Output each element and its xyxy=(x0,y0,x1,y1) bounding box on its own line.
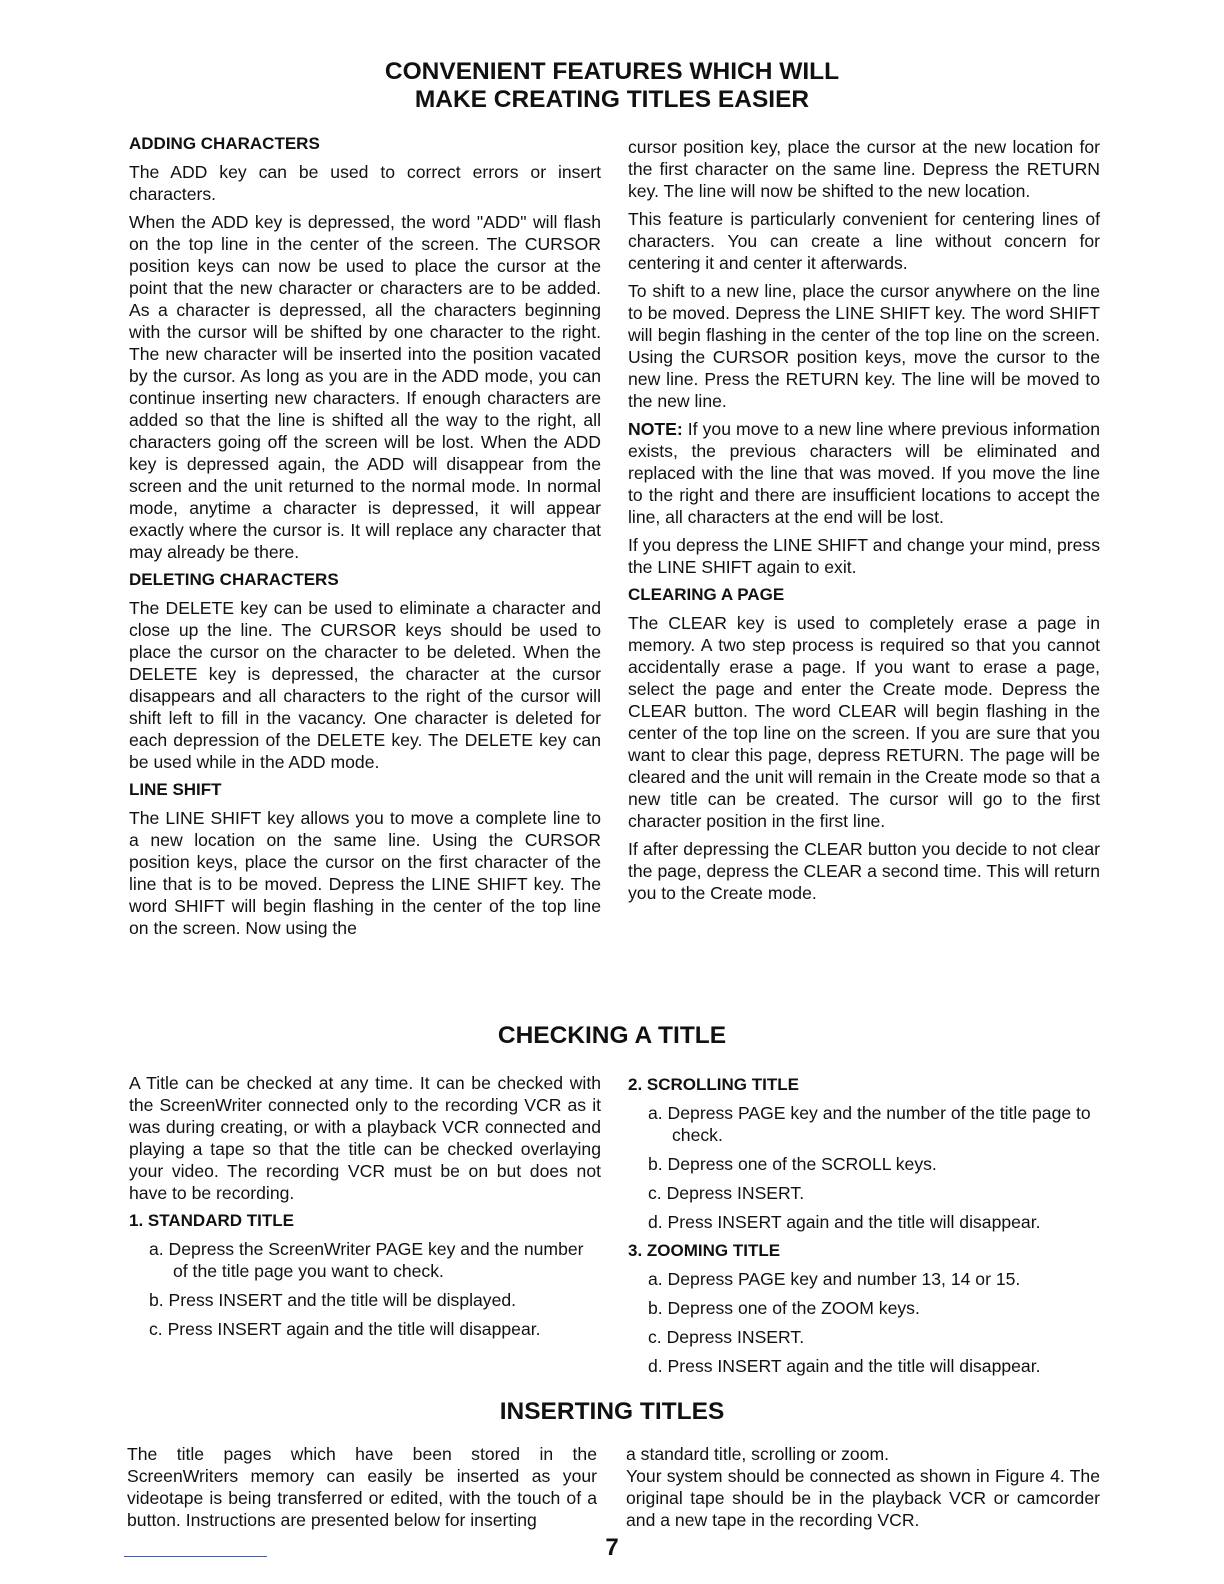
scrolling-title-steps xyxy=(628,1102,1100,1233)
features-title xyxy=(0,58,1224,114)
inserting-paragraph-right-1: a standard title, scrolling or zoom. xyxy=(626,1444,890,1464)
checking-left-column xyxy=(129,1072,601,1347)
list-item: b. Depress one of the SCROLL keys. xyxy=(648,1154,937,1174)
page-number: 7 xyxy=(605,1534,619,1561)
checking-title-heading: CHECKING A TITLE xyxy=(497,1022,727,1049)
note-paragraph xyxy=(628,418,1100,528)
line-shift-heading: LINE SHIFT xyxy=(129,780,222,799)
scrolling-title-heading: 2. SCROLLING TITLE xyxy=(628,1075,799,1094)
note-text: If you move to a new line where previous information exists, the previous characters will be eliminated and replaced with the line that was moved. If you move the line to the right and there are insufficient locations to accept the line, all characters at the end will be lost. xyxy=(628,419,1100,527)
features-right-column xyxy=(628,136,1100,910)
checking-intro: A Title can be checked at any time. It can be checked with the ScreenWriter connected only to the recording VCR as it was during creating, or with a playback VCR connected and playing a tape so that the title can be checked overlaying your video. The recording VCR must be on but does not have to be recording. xyxy=(129,1073,601,1203)
list-item: c. Press INSERT again and the title will disappear. xyxy=(149,1319,541,1339)
list-item: c. Depress INSERT. xyxy=(648,1327,805,1347)
clearing-page-heading: CLEARING A PAGE xyxy=(628,585,785,604)
clearing-paragraph-1: The CLEAR key is used to completely erase a page in memory. A two step process is required so that you cannot accidentally erase a page. If you want to erase a page, select the page and enter the Create mode. Depress the CLEAR button. The word CLEAR will begin flashing in the center of the top line on the screen. If you are sure that you want to clear this page, depress RETURN. The page will be cleared and the unit will remain in the Create mode so that a new title can be created. The cursor will go to the first character position in the first line. xyxy=(628,613,1100,831)
inserting-right-column xyxy=(626,1443,1100,1537)
list-item: a. Depress PAGE key and number 13, 14 or 15. xyxy=(648,1269,1021,1289)
adding-characters-heading: ADDING CHARACTERS xyxy=(129,134,320,153)
footer-rule xyxy=(124,1556,267,1557)
note-label: NOTE: xyxy=(628,419,683,439)
list-item: a. Depress the ScreenWriter PAGE key and the number of the title page you want to check. xyxy=(149,1239,584,1281)
list-item: d. Press INSERT again and the title will disappear. xyxy=(648,1356,1041,1376)
features-left-column xyxy=(129,129,601,945)
features-title-line2: MAKE CREATING TITLES EASIER xyxy=(414,86,810,113)
zooming-title-heading: 3. ZOOMING TITLE xyxy=(628,1241,781,1260)
deleting-characters-heading: DELETING CHARACTERS xyxy=(129,570,339,589)
inserting-titles-heading: INSERTING TITLES xyxy=(499,1398,725,1425)
line-shift-continued-3: To shift to a new line, place the cursor anywhere on the line to be moved. Depress the LINE SHIFT key. The word SHIFT will begin flashing in the center of the top line on the screen. Using the CURSOR position keys, move the cursor to the new line. Press the RETURN key. The line will be moved to the new line. xyxy=(628,281,1100,411)
features-title-line1: CONVENIENT FEATURES WHICH WILL xyxy=(384,58,840,85)
checking-right-column xyxy=(628,1070,1100,1384)
line-shift-continued-4: If you depress the LINE SHIFT and change your mind, press the LINE SHIFT again to exit. xyxy=(628,535,1100,577)
adding-paragraph-2: When the ADD key is depressed, the word "ADD" will flash on the top line in the center of the screen. The CURSOR position keys can now be used to place the cursor at the point that the new character or characters are to be added. As a character is depressed, all the characters beginning with the cursor will be shifted by one character to the right. The new character will be inserted into the position vacated by the cursor. As long as you are in the ADD mode, you can continue inserting new characters. If enough characters are added so that the line is shifted all the way to the right, all characters going off the screen will be lost. When the ADD key is depressed again, the ADD will disappear from the screen and the unit returned to the normal mode. In normal mode, anytime a character is depressed, it will appear exactly where the cursor is. It will replace any character that may already be there. xyxy=(129,212,601,562)
standard-title-heading: 1. STANDARD TITLE xyxy=(129,1211,294,1230)
line-shift-continued-2: This feature is particularly convenient for centering lines of characters. You can create a line without concern for centering it and center it afterwards. xyxy=(628,209,1100,273)
inserting-paragraph-right-2: Your system should be connected as shown in Figure 4. The original tape should be in the playback VCR or camcorder and a new tape in the recording VCR. xyxy=(626,1466,1100,1530)
clearing-paragraph-2: If after depressing the CLEAR button you decide to not clear the page, depress the CLEAR a second time. This will return you to the Create mode. xyxy=(628,839,1100,903)
inserting-left-column xyxy=(127,1443,597,1537)
list-item: d. Press INSERT again and the title will disappear. xyxy=(648,1212,1041,1232)
adding-paragraph-1: The ADD key can be used to correct errors or insert characters. xyxy=(129,162,601,204)
list-item: a. Depress PAGE key and the number of the title page to check. xyxy=(648,1103,1091,1145)
line-shift-paragraph: The LINE SHIFT key allows you to move a complete line to a new location on the same line. Using the CURSOR position keys, place the cursor on the first character of the line that is to be moved. Depress the LINE SHIFT key. The word SHIFT will begin flashing in the center of the top line on the screen. Now using the xyxy=(129,808,601,938)
standard-title-steps xyxy=(129,1238,601,1340)
line-shift-continued-1: cursor position key, place the cursor at the new location for the first character on the same line. Depress the RETURN key. The line will now be shifted to the new location. xyxy=(628,137,1100,201)
deleting-paragraph: The DELETE key can be used to eliminate a character and close up the line. The CURSOR keys should be used to place the cursor on the character to be deleted. When the DELETE key is depressed, the character at the cursor disappears and all characters to the right of the cursor will shift left to fill in the vacancy. One character is deleted for each depression of the DELETE key. The DELETE key can be used while in the ADD mode. xyxy=(129,598,601,772)
inserting-paragraph-left: The title pages which have been stored in the ScreenWriters memory can easily be inserted as your videotape is being transferred or edited, with the touch of a button. Instructions are presented below for inserting xyxy=(127,1444,597,1530)
list-item: b. Press INSERT and the title will be displayed. xyxy=(149,1290,517,1310)
list-item: c. Depress INSERT. xyxy=(648,1183,805,1203)
zooming-title-steps xyxy=(628,1268,1100,1377)
list-item: b. Depress one of the ZOOM keys. xyxy=(648,1298,920,1318)
